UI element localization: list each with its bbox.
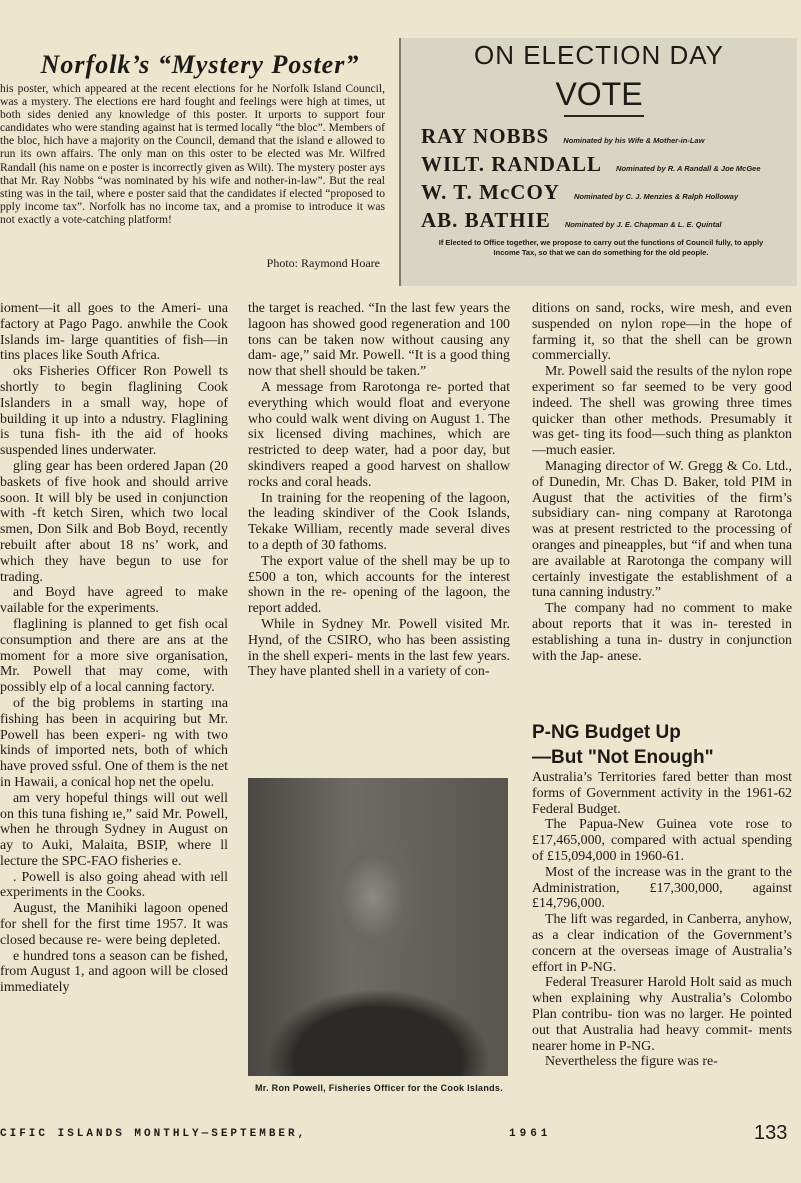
candidate-name: RAY NOBBS	[421, 124, 550, 148]
paragraph: gling gear has been ordered Japan (20 baskets of five hook and should arrive soon. It will bly be used in conjunction with -ft ketch Siren, which two local smen, Don Silk and Bob Boyd, recently rebuilt after about 18 ns’ work, and which they have begun to use for trading.	[0, 458, 228, 585]
paragraph: August, the Manihiki lagoon opened for shell for the first time 1957. It was closed because re- were being depleted.	[0, 901, 228, 948]
candidate-name: AB. BATHIE	[421, 208, 551, 232]
candidate-name: WILT. RANDALL	[421, 152, 603, 176]
paragraph: e hundred tons a season can be fished, from August 1, and agoon will be closed immediately	[0, 948, 228, 996]
photo-credit: Photo: Raymond Hoare	[266, 256, 380, 270]
paragraph: Australia’s Territories fared better than most forms of Government activity in the 1961-62 Federal Budget.	[532, 770, 792, 817]
paragraph: The company had no comment to make about reports that it was in- terested in establishing a tuna in- dustry in conjunction with the Jap- anese.	[532, 601, 792, 664]
story-body: his poster, which appeared at the recent elections for he Norfolk Island Council, was a mystery. The elections ere hard fought and feelings were high at times, ut both sides denied any knowledge of this poster. It urports to support four candidates who were standing against hat is termed locally “the bloc”. Members of the bloc, hich have a majority on the Council, demand that the island e allowed to run its own affairs. The only man on this oster to be elected was Mr. Wilfred Randall (his name on e poster is incorrectly given as Wilt). The mystery poster ays that Mr. Ray Nobbs “was nominated by his wife and nother-in-law”. But the real sting was in the tail, where e poster said that the candidates if elected “proposed to pply income tax”. Norfolk has no income tax, and a promise to introduce it was not exactly a vote-catching platform!	[0, 82, 385, 226]
candidate-name: W. T. McCOY	[421, 180, 560, 204]
paragraph: A message from Rarotonga re- ported that everything which would float and everyone who could walk went diving on August 1. The six licensed diving machines, which are restricted to deep water, had a poor day, but skindivers reaped a good harvest on shallow rocks and coral heads.	[248, 379, 510, 490]
paragraph: ioment—it all goes to the Ameri- una factory at Pago Pago. anwhile the Cook Islands im- large quantities of fish—in tins places like South Africa.	[0, 301, 228, 364]
paragraph: and Boyd have agreed to make vailable for the experiments.	[0, 585, 228, 617]
page-number: 133	[754, 1122, 788, 1144]
candidate-nominators: Nominated by C. J. Menzies & Ralph Holloway	[573, 192, 739, 201]
paragraph: Mr. Powell said the results of the nylon rope experiment so far seemed to be very good indeed. The shell was growing three times quicker than other methods. Presumably it was get- ting its food—such thing as plankton —much easier.	[532, 364, 792, 459]
footer-publication: CIFIC ISLANDS MONTHLY—SEPTEMBER,	[0, 1128, 308, 1140]
candidate-nominators: Nominated by R. A Randall & Joe McGee	[616, 164, 761, 173]
candidate-nominators: Nominated by J. E. Chapman & L. E. Quintal	[564, 220, 722, 229]
poster-candidate	[421, 124, 791, 148]
poster-pledge: If Elected to Office together, we propose to carry out the functions of Council fully, to apply Income Tax, so that we can do something for the old people.	[438, 238, 764, 257]
photo-caption: Mr. Ron Powell, Fisheries Officer for the Cook Islands.	[254, 1083, 504, 1093]
portrait-photo	[248, 778, 508, 1076]
paragraph: The export value of the shell may be up to £500 a ton, which accounts for the interest shown in the re- opening of the lagoon, the report added.	[248, 553, 510, 617]
poster-candidate	[421, 180, 791, 204]
article-column-budget	[532, 770, 792, 1107]
paragraph: ditions on sand, rocks, wire mesh, and even suspended on nylon rope—in the hope of farming it, so that the shell can be grown commercially.	[532, 301, 792, 364]
election-poster	[399, 38, 797, 286]
poster-candidate	[421, 152, 791, 176]
paragraph: oks Fisheries Officer Ron Powell ts shortly to begin flaglining Cook Islanders in a small way, hope of building it up into a ndustry. Flaglining is tuna fish- ith the aid of hooks suspended lines underwater.	[0, 364, 228, 459]
paragraph: . Powell is also going ahead with ıell experiments in the Cooks.	[0, 869, 228, 901]
paragraph: am very hopeful things will out well on this tuna fishing ıe,” said Mr. Powell, when he through Sydney in August on ay to Auki, Malaita, BSIP, where ll lecture the SPC-FAO fisheries e.	[0, 790, 228, 869]
poster-vote-heading: VOTE	[555, 76, 643, 112]
footer-year: 1961	[509, 1128, 552, 1140]
article-column-2	[248, 301, 510, 753]
paragraph: the target is reached. “In the last few years the lagoon has showed good regeneration and 100 tons can be taken now without causing any dam- age,” said Mr. Powell. “It is a good thing now that shell should be taken.”	[248, 301, 510, 380]
poster-underline	[564, 115, 644, 117]
article-headline: P-NG Budget Up	[532, 722, 681, 743]
article-headline-subline: —But "Not Enough"	[532, 747, 714, 768]
poster-candidate	[421, 208, 791, 232]
paragraph: Managing director of W. Gregg & Co. Ltd., of Dunedin, Mr. Chas D. Baker, told PIM in August that the activities of the firm’s subsidiary can- ning company at Rarotonga was at present restricted to the processing of oranges and pineapples, but “if and when tuna are available at Rarotonga the company will certainly investigate the establishment of a tuna canning industry.”	[532, 458, 792, 601]
story-title: Norfolk’s “Mystery Poster”	[40, 50, 360, 79]
paragraph: flaglining is planned to get fish ocal consumption and there are ans at the moment for a more sive organisation, Mr. Powell that may come, with possibly elp of a local canning factory.	[0, 616, 228, 696]
paragraph: Federal Treasurer Harold Holt said as much when explaining why Australia’s Colombo Plan contribu- tion was no larger. He pointed out that Australia had heavy commit- ments nearer home in P-NG.	[532, 975, 792, 1054]
article-column-3	[532, 301, 792, 721]
paragraph: Most of the increase was in the grant to the Administration, £17,300,000, against £14,796,000.	[532, 864, 792, 912]
paragraph: In training for the reopening of the lagoon, the leading skindiver of the Cook Islands, Tekake William, recently made several dives to a depth of 30 fathoms.	[248, 490, 510, 553]
article-column-1	[0, 301, 228, 1107]
paragraph: Nevertheless the figure was re-	[545, 1054, 718, 1070]
candidate-nominators: Nominated by his Wife & Mother-in-Law	[563, 136, 705, 145]
paragraph: The lift was regarded, in Canberra, anyhow, as a clear indication of the Government’s concern at the overseas image of Australia’s effort in P-NG.	[532, 912, 792, 975]
paragraph: While in Sydney Mr. Powell visited Mr. Hynd, of the CSIRO, who has been assisting in the shell experi- ments in the last few years. They have planted shell in a variety of con-	[248, 616, 510, 680]
paragraph: The Papua-New Guinea vote rose to £17,465,000, compared with actual spending of £15,094,000 in 1960-61.	[532, 817, 792, 864]
paragraph: of the big problems in starting ına fishing has been in acquiring but Mr. Powell has been experi- ng with two kinds of imported nets, both of which have proved ssful. One of them is the net in Hawaii, a conical hop net the opelu.	[0, 695, 228, 790]
poster-heading: ON ELECTION DAY	[473, 40, 724, 70]
